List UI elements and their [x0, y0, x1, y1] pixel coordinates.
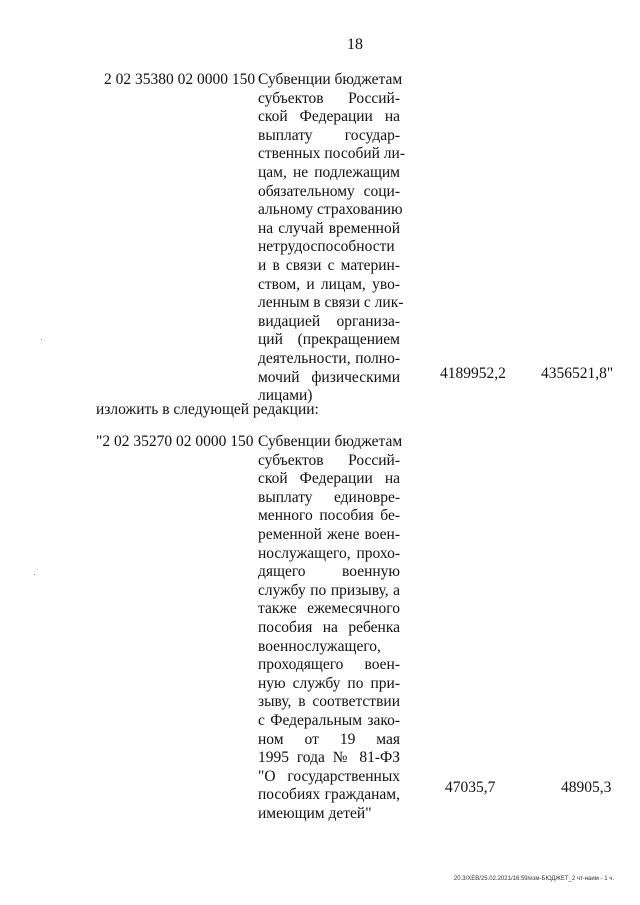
description-line: менного пособия бе- [258, 507, 400, 525]
description-line: пособия на ребенка [258, 619, 400, 636]
description-line: с Федеральным зако- [258, 712, 400, 729]
margin-mark [41, 339, 42, 340]
page-number: 18 [347, 36, 363, 53]
description-line: ственных пособий ли- [258, 145, 405, 163]
description-line: также ежемесячного [258, 600, 400, 618]
description-line: выплату государ- [258, 126, 400, 144]
description-line: ную службу по при- [258, 674, 400, 692]
description-line: Субвенции бюджетам [258, 71, 403, 88]
description-line: субъектов Россий- [258, 451, 400, 469]
description-line: Субвенции бюджетам [258, 433, 403, 450]
budget-code-2: "2 02 35270 02 0000 150 [96, 433, 254, 450]
description-line: выплату единовре- [258, 488, 400, 506]
description-line: ской Федерации на [258, 470, 400, 488]
description-line: службу по призыву, а [258, 581, 400, 599]
description-line: обязательному соци- [258, 182, 400, 200]
description-line: ской Федерации на [258, 108, 400, 126]
description-line: "О государственных [258, 767, 400, 785]
description-line: зыву, в соответствии [258, 693, 400, 711]
footer-stamp: 20.3/ХЕВ/25.02.2021/16:59/изм-БЮДЖЕТ_2 чт-наим - 1 ч. [453, 876, 614, 882]
value-2-year1: 47035,7 [445, 779, 496, 796]
description-line: деятельности, полно- [258, 350, 400, 367]
intro-text: изложить в следующей редакции: [96, 401, 319, 418]
value-1-year1: 4189952,2 [440, 365, 506, 382]
description-line: военнослужащего, [258, 637, 381, 655]
description-line: нослужащего, прохо- [258, 544, 400, 562]
description-line: мочий физическими [258, 368, 400, 386]
description-line: альному страхованию [258, 201, 403, 219]
description-line: имеющим детей" [258, 805, 372, 822]
description-line: ленным в связи с лик- [258, 294, 404, 312]
description-line: пособиях гражданам, [258, 786, 400, 804]
description-line: цам, не подлежащим [258, 164, 400, 181]
description-line: 1995 года № 81-ФЗ [258, 749, 400, 767]
margin-mark [34, 574, 35, 575]
description-line: ций (прекращением [258, 331, 400, 349]
description-line: субъектов Россий- [258, 89, 400, 107]
description-line: видацией организа- [258, 312, 400, 330]
description-line: ством, и лицам, уво- [258, 275, 400, 293]
description-line: ременной жене воен- [258, 526, 400, 543]
value-1-year2: 4356521,8" [541, 365, 614, 382]
description-line: дящего военную [258, 563, 400, 581]
value-2-year2: 48905,3 [561, 779, 612, 796]
description-line: ном от 19 мая [258, 730, 400, 748]
description-line: проходящего воен- [258, 656, 400, 674]
description-line: лицами) [258, 387, 313, 405]
description-line: и в связи с материн- [258, 257, 400, 274]
description-line: нетрудоспособности [258, 238, 395, 256]
description-line: на случай временной [258, 219, 400, 237]
budget-code-1: 2 02 35380 02 0000 150 [104, 71, 256, 88]
